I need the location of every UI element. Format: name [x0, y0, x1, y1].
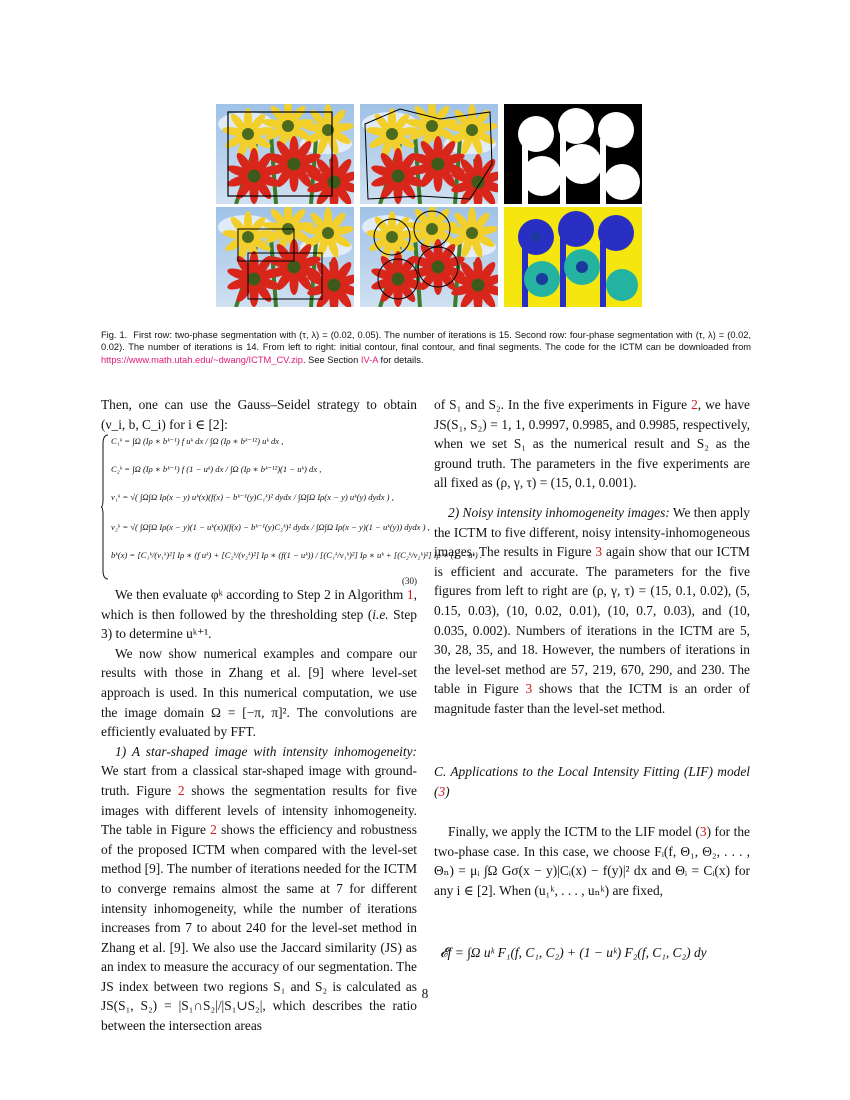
r-p3-b: ) for the two-phase case. In this case, we choose Fᵢ(f, Θ₁, Θ₂, . . . , Θₙ) = μᵢ ∫Ω Gσ(x − y)|Cᵢ(x) − f(y)|² dx and Θᵢ = Cᵢ(x) for any i ∈ [2]. When (u₁ᵏ, . . . , uₙᵏ) are fixed, — [434, 824, 750, 898]
caption-line2: with (τ, λ) = (0.02, 0.02). The number of iterations is 14. From left to right: initial contour, final contour, and final segments. The code for — [101, 330, 751, 353]
figure-panel-segments-two-phase — [504, 104, 642, 204]
eq-c1: C₁ᵏ = ∫Ω (Iρ ∗ bᵏ⁻¹) f uᵏ dx / ∫Ω (Iρ ∗ bᵏ⁻¹²) uᵏ dx , — [111, 436, 284, 446]
caption-line3-a: the ICTM can be downloaded from — [603, 342, 751, 353]
section-c-close: ) — [445, 783, 450, 799]
r-p3-a: Finally, we apply the ICTM to the LIF model ( — [448, 824, 700, 839]
eq-c2: C₂ᵏ = ∫Ω (Iρ ∗ bᵏ⁻¹) f (1 − uᵏ) dx / ∫Ω (Iρ ∗ bᵏ⁻¹²)(1 − uᵏ) dx , — [111, 464, 322, 474]
algorithm-ref-link[interactable]: 1 — [406, 587, 414, 602]
energy-equation: 𝓔f = ∫Ω uᵏ F₁(f, C₁, C₂) + (1 − uᵏ) F₂(f, C₁, C₂) dy — [440, 945, 707, 960]
paragraph-numerical-examples: We now show numerical examples and compare our results with those in Zhang et al. [9] where level-set approach is used. In this numerical computation, we use the image domain Ω = [−π, π]². The convolutions are efficiently evaluated by FFT. — [101, 645, 417, 740]
eq-number: (30) — [402, 576, 417, 586]
p2-a: We then evaluate φᵏ according to Step 2 in Algorithm — [115, 587, 404, 602]
subsection-star-shaped: 1) A star-shaped image with intensity inhomogeneity: — [115, 743, 417, 759]
r-p2-c: shows that the ICTM is an order of magnitude faster than the level-set method. — [434, 681, 750, 716]
equation-30 — [101, 434, 482, 586]
eq-nu1: ν₁ᵏ = √( ∫Ω∫Ω Iρ(x − y) uᵏ(x)(f(x) − bᵏ⁻¹(y)C₁ᵏ)² dydx / ∫Ω∫Ω Iρ(x − y) uᵏ(y) dydx ) , — [111, 492, 394, 502]
paragraph-gauss-seidel: Then, one can use the Gauss–Seidel strategy to obtain (ν_i, b, C_i) for i ∈ [2]: — [101, 397, 417, 432]
caption-fig-label: Fig. 1. — [101, 330, 128, 340]
figure-ref-link[interactable]: 2 — [210, 822, 217, 838]
left-column-body — [101, 585, 417, 1036]
p4-c: shows the efficiency and robustness of the proposed ICTM when compared with the level-set method [9]. The number of iterations needed for the ICTM to converge remains almost the same at 7 for different intensity inhomogeneity, while the number of iterations increases from 7 to about 240 for the level-set method in Zhang et al. [9]. We also use the Jaccard similarity (JS) as an index to measure the accuracy of our segmentation. The JS index between two regions S₁ and S₂ is calculated as JS(S₁, S₂) = |S₁∩S₂|/|S₁∪S₂|, which describes the ratio between the intersection areas — [101, 822, 417, 1034]
figure-panel-final-two-phase — [360, 104, 498, 204]
figure-caption — [101, 329, 751, 366]
equation-ref-link[interactable]: 3 — [699, 824, 707, 839]
r-p1-a: of S₁ and S₂. In the five experiments in Figure — [434, 397, 688, 412]
p2-c: Step 3) to determine uᵏ⁺¹. — [101, 606, 417, 642]
figure-ref-link[interactable]: 3 — [525, 681, 533, 697]
right-column — [434, 395, 750, 719]
figure-ref-link[interactable]: 2 — [691, 397, 698, 412]
paragraph-evaluate — [101, 585, 417, 644]
section-ref-link[interactable]: IV-A — [360, 354, 378, 365]
figure-panel-segments-four-phase — [504, 207, 642, 307]
p2-b: , which is then followed by the thresholding step ( — [101, 587, 417, 622]
section-c-heading — [434, 762, 750, 801]
caption-line3-b: . See Section — [302, 354, 359, 365]
r-p1-b: , we have JS(S₁, S₂) = 1, 1, 0.9997, 0.9985, and 0.9985, respectively, when we set S₁ as the numerical result and S₂ as the ground truth. The parameters in the five experiments are all fixed as (ρ, γ, τ) = (15, 0.1, 0.001). — [434, 397, 750, 491]
eq-b: bᵏ(x) = [C₁ᵏ/(ν₁ᵏ)²] Iρ ∗ (f uᵏ) + [C₂ᵏ/(ν₂ᵏ)²] Iρ ∗ (f(1 − uᵏ)) / [(C₁ᵏ/ν₁ᵏ)²] Iρ ∗ uᵏ + [(C₂ᵏ/ν₂ᵏ)²] Iρ ∗ (1 − uᵏ) . — [111, 550, 482, 560]
r-p2-b: again show that our ICTM is efficient and accurate. The parameters for the five figures from left to right are (ρ, γ, τ) = (15, 0.1, 0.02), (5, 0.15, 0.03), (10, 0.02, 0.01), (10, 0.7, 0.03), and (10, 0.035, 0.002). Numbers of iterations in the ICTM are 5, 30, 28, 35, and 18. However, the numbers of iterations in the level-set method are 57, 219, 670, 290, and 230. The table in Figure — [434, 544, 750, 697]
left-brace-icon — [101, 434, 109, 580]
caption-line1: First row: two-phase segmentation with (τ, λ) = (0.02, 0.05). The number of iterations is 15. Second row: four-phase segmentation — [133, 330, 674, 340]
code-download-link[interactable]: https://www.math.utah.edu/~dwang/ICTM_CV.zip — [101, 354, 303, 365]
figure-ref-link[interactable]: 3 — [595, 544, 603, 560]
left-column-top — [101, 395, 417, 434]
figure-panel-initial-two-phase — [216, 104, 354, 204]
subsection-noisy: 2) Noisy intensity inhomogeneity images: — [448, 504, 670, 520]
caption-line3-c: for details. — [380, 354, 424, 365]
p4-b: shows the segmentation results for five images with different levels of intensity inhomogeneity. The table in Figure — [101, 782, 417, 838]
eq-nu2: ν₂ᵏ = √( ∫Ω∫Ω Iρ(x − y)(1 − uᵏ(x))(f(x) − bᵏ⁻¹(y)C₂ᵏ)² dydx / ∫Ω∫Ω Iρ(x − y)(1 − uᵏ(y)) dydx ) , — [111, 522, 430, 532]
figure-ref-link[interactable]: 2 — [177, 782, 185, 798]
paragraph-lif — [434, 822, 750, 900]
figure-panel-final-four-phase — [360, 207, 498, 307]
r-p2-a: We then apply the ICTM to five different, noisy intensity-inhomogeneous images. The results in Figure — [434, 504, 750, 560]
figure-panel-initial-four-phase — [216, 207, 354, 307]
p2-ie: i.e. — [372, 606, 389, 622]
p4-a: We start from a classical star-shaped image with ground-truth. Figure — [101, 763, 417, 798]
equation-ref-link[interactable]: 3 — [438, 783, 446, 799]
section-c-title: C. Applications to the Local Intensity Fitting (LIF) model ( — [434, 764, 750, 799]
page-number: 8 — [421, 986, 429, 1001]
